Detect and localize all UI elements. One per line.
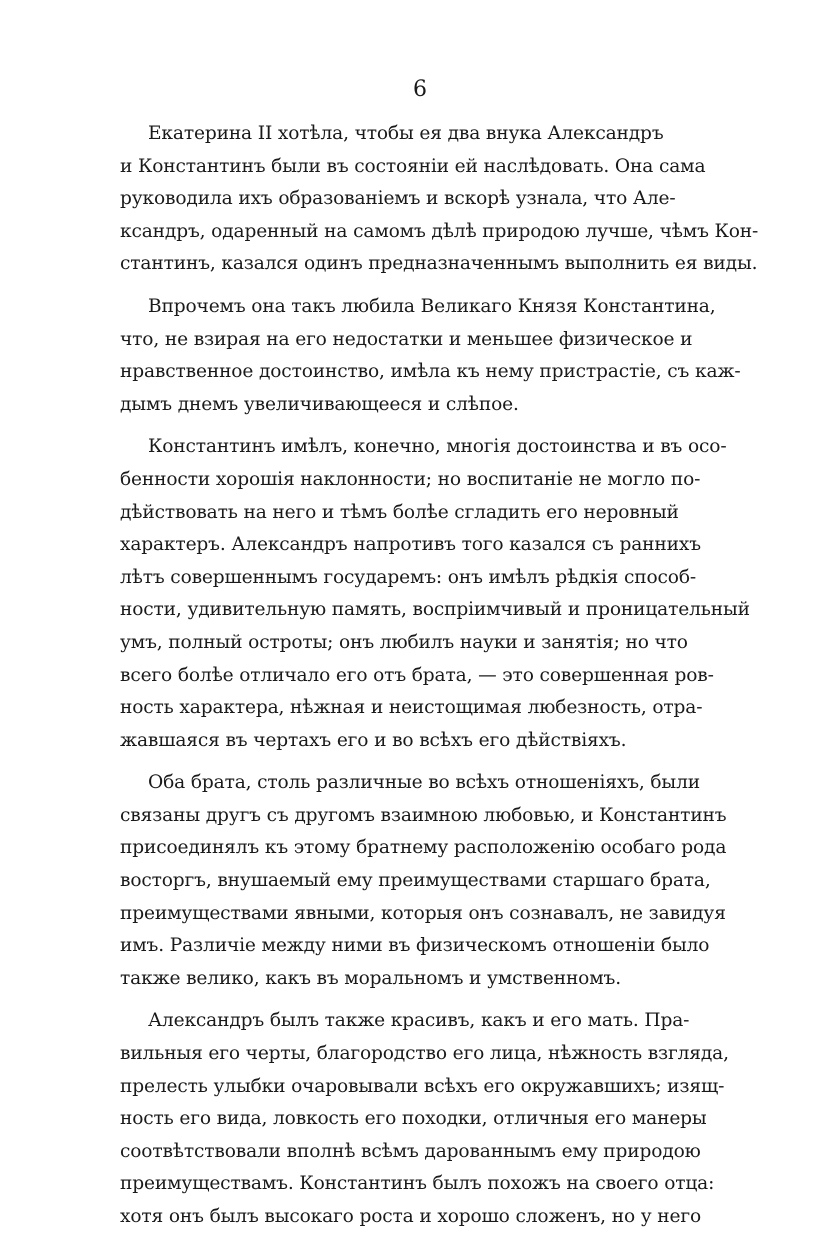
text-line: хотя онъ былъ высокаго роста и хорошо сложенъ, но у него [120,1206,702,1227]
text-line: Александръ былъ также красивъ, какъ и его мать. Пра- [148,1010,690,1032]
text-line: Екатерина II хотѣла, чтобы ея два внука Александръ [148,123,664,144]
paragraph [120,431,750,757]
text-line: вильныя его черты, благородство его лица, нѣжность взгляда, [120,1043,729,1065]
text-line: умъ, полный остроты; онъ любилъ науки и занятія; но что [120,631,688,653]
text-line: ности, удивительную память, воспріимчивый и проницательный [120,599,750,621]
text-line: восторгъ, внушаемый ему преимуществами старшаго брата, [120,870,711,892]
text-line: ность характера, нѣжная и неистощимая любезность, отра- [120,697,703,719]
paragraph [120,291,741,421]
text-line: ксандръ, одаренный на самомъ дѣлѣ природою лучше, чѣмъ Кон- [120,220,759,242]
text-line: также велико, какъ въ моральномъ и умственномъ. [120,967,621,989]
text-body [120,118,759,1244]
text-line: нравственное достоинство, имѣла къ нему пристрастіе, съ каж- [120,361,741,383]
text-line: преимуществами явными, которыя онъ сознавалъ, не завидуя [120,902,726,924]
text-line: прелесть улыбки очаровывали всѣхъ его окружавшихъ; изящ- [120,1075,725,1097]
text-line: дѣйствовать на него и тѣмъ болѣе сгладить его неровный [120,501,679,523]
text-line: что, не взирая на его недостатки и меньшее физическое и [120,328,693,350]
text-line: соотвѣтствовали вполнѣ всѣмъ дарованнымъ ему природою [120,1140,701,1162]
text-line: руководила ихъ образованіемъ и вскорѣ узнала, что Але- [120,188,676,210]
text-line: бенности хорошія наклонности; но воспитаніе не могло по- [120,468,701,490]
paragraph [120,1005,729,1233]
text-line: связаны другъ съ другомъ взаимною любовью, и Константинъ [120,804,727,826]
text-line: Впрочемъ она такъ любила Великаго Князя Константина, [148,295,716,317]
text-line: имъ. Различіе между ними въ физическомъ отношеніи было [120,935,710,957]
text-line: и Константинъ были въ состояніи ей наслѣдовать. Она сама [120,155,706,177]
text-line: Оба брата, столь различные во всѣхъ отношеніяхъ, были [148,772,700,794]
text-line: преимуществамъ. Константинъ былъ похожъ на своего отца: [120,1173,715,1195]
page-number: 6 [413,77,427,102]
paragraph [120,767,727,995]
text-line: дымъ днемъ увеличивающееся и слѣпое. [120,393,519,415]
text-line: стантинъ, казался одинъ предназначеннымъ выполнить ея виды. [120,253,758,275]
text-line: ность его вида, ловкость его походки, отличныя его манеры [120,1108,707,1130]
text-line: лѣтъ совершеннымъ государемъ: онъ имѣлъ рѣдкія способ- [120,566,697,588]
text-line: характеръ. Александръ напротивъ того казался съ раннихъ [120,534,701,556]
text-line: жавшаяся въ чертахъ его и во всѣхъ его дѣйствіяхъ. [120,729,627,751]
paragraph [120,118,759,281]
text-line: всего болѣе отличало его отъ брата, — это совершенная ров- [120,664,714,686]
text-line: Константинъ имѣлъ, конечно, многія достоинства и въ осо- [148,436,727,458]
text-line: присоединялъ къ этому братнему расположенію особаго рода [120,837,727,859]
